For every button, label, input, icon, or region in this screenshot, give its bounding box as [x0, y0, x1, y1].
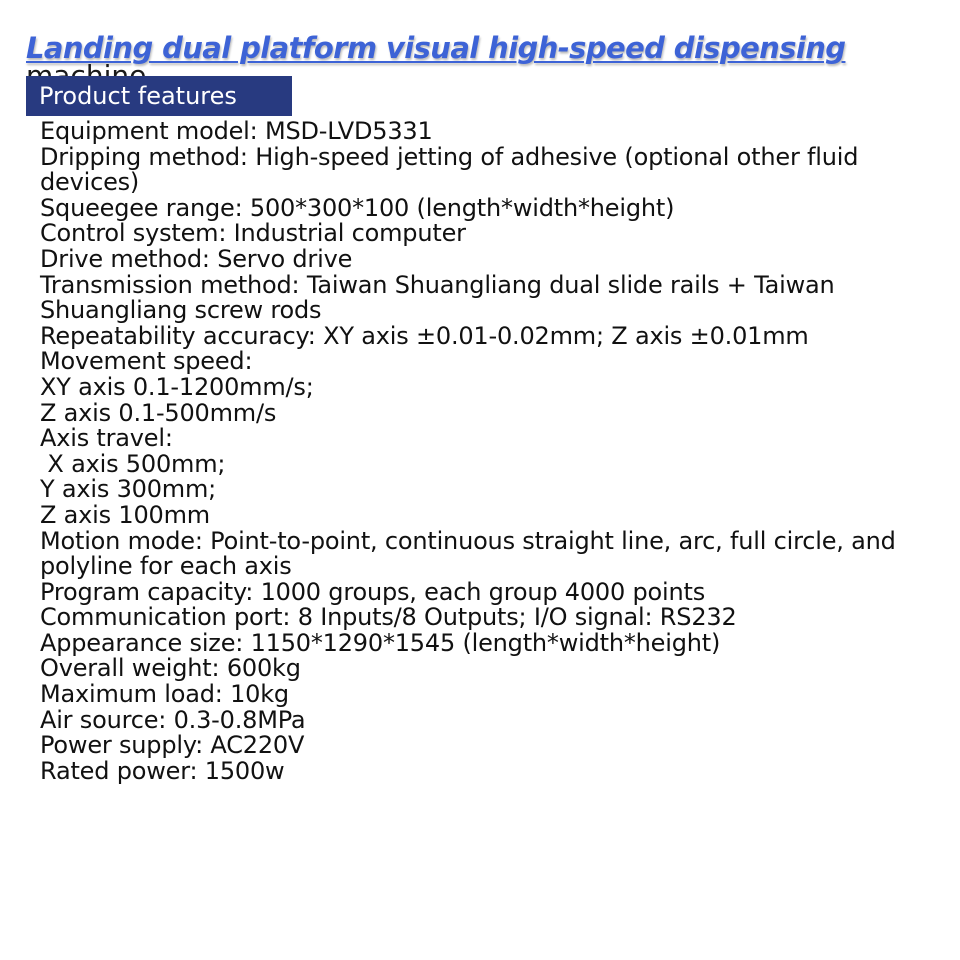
feature-item: XY axis 0.1-1200mm/s; — [40, 372, 314, 401]
feature-item: Drive method: Servo drive — [40, 244, 353, 273]
feature-item: Squeegee range: 500*300*100 (length*width*height) — [40, 193, 675, 222]
section-label: Product features — [39, 82, 237, 110]
feature-item: Overall weight: 600kg — [40, 654, 301, 683]
feature-item: Motion mode: Point-to-point, continuous straight line, arc, full circle, and polyline for each axis — [40, 526, 896, 581]
feature-item: Transmission method: Taiwan Shuangliang dual slide rails + Taiwan Shuangliang screw rods — [40, 270, 835, 325]
feature-item: Power supply: AC220V — [40, 731, 305, 760]
feature-item: Control system: Industrial computer — [40, 219, 466, 248]
section-label-banner — [26, 76, 292, 116]
feature-item: Dripping method: High-speed jetting of adhesive (optional other fluid devices) — [40, 142, 859, 197]
feature-item: Program capacity: 1000 groups, each group 4000 points — [40, 577, 706, 606]
feature-item: Z axis 0.1-500mm/s — [40, 398, 277, 427]
feature-item: Repeatability accuracy: XY axis ±0.01-0.02mm; Z axis ±0.01mm — [40, 321, 809, 350]
feature-item: Y axis 300mm; — [40, 475, 217, 504]
feature-list — [40, 119, 950, 784]
feature-item: Maximum load: 10kg — [40, 680, 289, 709]
feature-item: Appearance size: 1150*1290*1545 (length*width*height) — [40, 628, 721, 657]
feature-item: Movement speed: — [40, 347, 253, 376]
feature-item: X axis 500mm; — [40, 449, 226, 478]
feature-item: Z axis 100mm — [40, 500, 210, 529]
page-title: Landing dual platform visual high-speed dispensing — [26, 31, 846, 65]
feature-item: Communication port: 8 Inputs/8 Outputs; I/O signal: RS232 — [40, 603, 737, 632]
feature-item: Rated power: 1500w — [40, 756, 285, 785]
feature-item: Equipment model: MSD-LVD5331 — [40, 117, 433, 145]
feature-item: Air source: 0.3-0.8MPa — [40, 705, 306, 734]
feature-item: Axis travel: — [40, 424, 173, 453]
